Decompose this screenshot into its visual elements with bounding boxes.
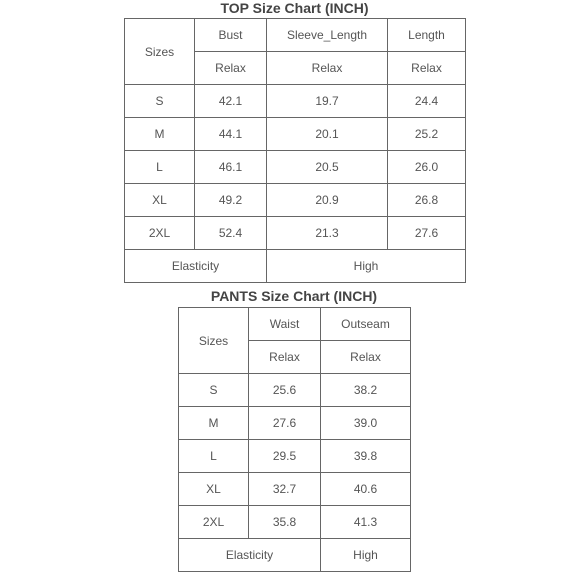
elasticity-value: High: [267, 250, 466, 283]
top-size-chart-title: TOP Size Chart (INCH): [220, 0, 369, 16]
pants-size-table: [178, 307, 411, 572]
table-header-row: [179, 308, 411, 341]
size-cell: S: [125, 85, 195, 118]
pants-size-chart-title: PANTS Size Chart (INCH): [210, 288, 378, 304]
value-cell: 20.5: [267, 151, 388, 184]
value-cell: 26.8: [388, 184, 466, 217]
value-cell: 27.6: [249, 407, 321, 440]
table-row: [125, 151, 466, 184]
value-cell: 21.3: [267, 217, 388, 250]
table-row: [179, 407, 411, 440]
elasticity-row: [179, 539, 411, 572]
value-cell: 35.8: [249, 506, 321, 539]
table-header-row: [125, 19, 466, 52]
column-header-outseam: Outseam: [321, 308, 411, 341]
value-cell: 26.0: [388, 151, 466, 184]
value-cell: 52.4: [195, 217, 267, 250]
table-row: [125, 118, 466, 151]
value-cell: 25.2: [388, 118, 466, 151]
column-header-waist: Waist: [249, 308, 321, 341]
sizes-header: Sizes: [179, 308, 249, 374]
elasticity-label: Elasticity: [179, 539, 321, 572]
value-cell: 40.6: [321, 473, 411, 506]
elasticity-label: Elasticity: [125, 250, 267, 283]
table-row: [125, 217, 466, 250]
value-cell: 46.1: [195, 151, 267, 184]
subheader-outseam: Relax: [321, 341, 411, 374]
table-row: [179, 374, 411, 407]
subheader-waist: Relax: [249, 341, 321, 374]
value-cell: 20.1: [267, 118, 388, 151]
size-cell: L: [125, 151, 195, 184]
value-cell: 29.5: [249, 440, 321, 473]
value-cell: 42.1: [195, 85, 267, 118]
table-row: [179, 440, 411, 473]
size-cell: 2XL: [125, 217, 195, 250]
value-cell: 38.2: [321, 374, 411, 407]
size-cell: XL: [179, 473, 249, 506]
column-header-sleeve-length: Sleeve_Length: [267, 19, 388, 52]
value-cell: 32.7: [249, 473, 321, 506]
value-cell: 49.2: [195, 184, 267, 217]
column-header-length: Length: [388, 19, 466, 52]
size-cell: M: [125, 118, 195, 151]
value-cell: 24.4: [388, 85, 466, 118]
table-row: [125, 184, 466, 217]
table-row: [125, 85, 466, 118]
size-cell: XL: [125, 184, 195, 217]
value-cell: 20.9: [267, 184, 388, 217]
value-cell: 27.6: [388, 217, 466, 250]
size-cell: S: [179, 374, 249, 407]
value-cell: 44.1: [195, 118, 267, 151]
elasticity-row: [125, 250, 466, 283]
value-cell: 41.3: [321, 506, 411, 539]
table-row: [179, 506, 411, 539]
table-row: [179, 473, 411, 506]
value-cell: 25.6: [249, 374, 321, 407]
top-size-table: [124, 18, 466, 283]
elasticity-value: High: [321, 539, 411, 572]
value-cell: 39.0: [321, 407, 411, 440]
subheader-sleeve-length: Relax: [267, 52, 388, 85]
size-cell: L: [179, 440, 249, 473]
size-cell: 2XL: [179, 506, 249, 539]
subheader-bust: Relax: [195, 52, 267, 85]
value-cell: 39.8: [321, 440, 411, 473]
size-cell: M: [179, 407, 249, 440]
sizes-header: Sizes: [125, 19, 195, 85]
subheader-length: Relax: [388, 52, 466, 85]
value-cell: 19.7: [267, 85, 388, 118]
column-header-bust: Bust: [195, 19, 267, 52]
